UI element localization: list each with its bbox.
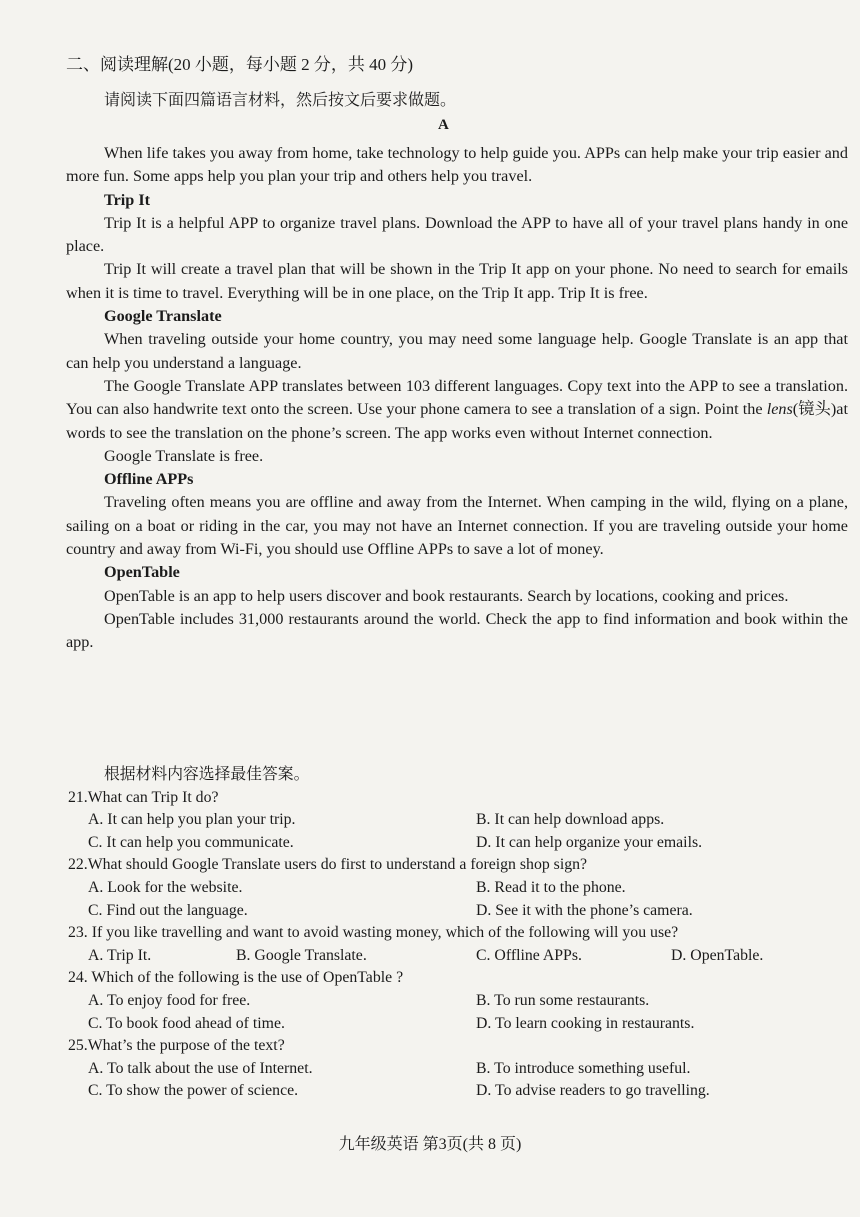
question-stem: 21.What can Trip It do?	[68, 788, 219, 806]
paragraph: When life takes you away from home, take technology to help guide you. APPs can help make your trip easier and more fun. Some apps help you plan your trip and others help you travel.	[66, 144, 848, 186]
passage-body	[66, 142, 848, 655]
app-heading: OpenTable	[104, 563, 180, 582]
answer-option: A. Look for the website.	[88, 878, 243, 896]
answer-option: A. To talk about the use of Internet.	[88, 1059, 313, 1077]
app-heading: Trip It	[104, 190, 151, 209]
answer-option: D. See it with the phone’s camera.	[476, 901, 693, 919]
answer-option: C. It can help you communicate.	[88, 833, 294, 851]
question	[68, 854, 848, 922]
paragraph: When traveling outside your home country, you may need some language help. Google Translate is an app that can help you understand a language.	[66, 330, 848, 372]
options	[68, 809, 848, 854]
section-title: 二、阅读理解(20 小题，每小题 2 分，共 40 分)	[66, 55, 414, 74]
paragraph: OpenTable is an app to help users discover and book restaurants. Search by locations, cooking and prices.	[104, 586, 789, 605]
answer-option: B. Google Translate.	[236, 946, 367, 964]
paragraph: Trip It will create a travel plan that will be shown in the Trip It app on your phone. No need to search for emails when it is time to travel. Everything will be in one place, on the Trip It app. Trip It is free.	[66, 260, 848, 302]
answer-option: B. It can help download apps.	[476, 811, 665, 829]
answer-option: A. To enjoy food for free.	[88, 991, 251, 1009]
instruction: 请阅读下面四篇语言材料，然后按文后要求做题。	[104, 92, 457, 109]
questions-intro: 根据材料内容选择最佳答案。	[104, 766, 310, 783]
options	[68, 945, 848, 968]
options	[68, 990, 848, 1035]
question-stem: 22.What should Google Translate users do first to understand a foreign shop sign?	[68, 856, 588, 874]
question	[68, 922, 848, 967]
answer-option: D. OpenTable.	[671, 946, 764, 964]
answer-option: A. It can help you plan your trip.	[88, 811, 296, 829]
answer-option: D. It can help organize your emails.	[476, 833, 703, 851]
paragraph: The Google Translate APP translates between 103 different languages. Copy text into the APP to see a translation. You can also handwrite text onto the screen. Use your phone camera to see a translation of a sign. Point the lens(镜头)at words to see the translation on the phone’s screen. The app works even without Internet connection.	[66, 376, 848, 442]
answer-option: A. Trip It.	[88, 946, 152, 964]
answer-option: D. To learn cooking in restaurants.	[476, 1014, 695, 1032]
page-footer: 九年级英语 第3页(共 8 页)	[338, 1136, 522, 1153]
answer-option: B. To introduce something useful.	[476, 1059, 691, 1077]
answer-option: C. To book food ahead of time.	[88, 1014, 285, 1032]
question-stem: 25.What’s the purpose of the text?	[68, 1037, 285, 1055]
question	[68, 787, 848, 855]
passage-letter: A	[438, 117, 449, 133]
options	[68, 877, 848, 922]
questions-section	[68, 764, 848, 1103]
paragraph: Trip It is a helpful APP to organize travel plans. Download the APP to have all of your travel plans handy in one place.	[66, 213, 848, 256]
question	[68, 1035, 848, 1103]
italic-term: lens	[766, 400, 793, 419]
options	[68, 1058, 848, 1103]
app-heading: Offline APPs	[104, 470, 194, 489]
app-heading: Google Translate	[104, 307, 222, 326]
paragraph: Google Translate is free.	[104, 446, 264, 465]
question-stem: 23. If you like travelling and want to avoid wasting money, which of the following will you use?	[68, 924, 679, 942]
paragraph: OpenTable includes 31,000 restaurants around the world. Check the app to find information and book within the app.	[66, 609, 848, 652]
answer-option: C. To show the power of science.	[88, 1082, 299, 1100]
answer-option: C. Offline APPs.	[476, 946, 582, 964]
question	[68, 967, 848, 1035]
answer-option: D. To advise readers to go travelling.	[476, 1082, 710, 1100]
question-stem: 24. Which of the following is the use of OpenTable ?	[68, 969, 404, 987]
answer-option: B. Read it to the phone.	[476, 878, 626, 896]
paragraph: Traveling often means you are offline and away from the Internet. When camping in the wild, flying on a plane, sailing on a boat or riding in the car, you may not have an Internet connection. If you are traveling outside your home country and away from Wi-Fi, you should use Offline APPs to save a lot of money.	[66, 493, 848, 559]
answer-option: B. To run some restaurants.	[476, 991, 650, 1009]
answer-option: C. Find out the language.	[88, 901, 248, 919]
